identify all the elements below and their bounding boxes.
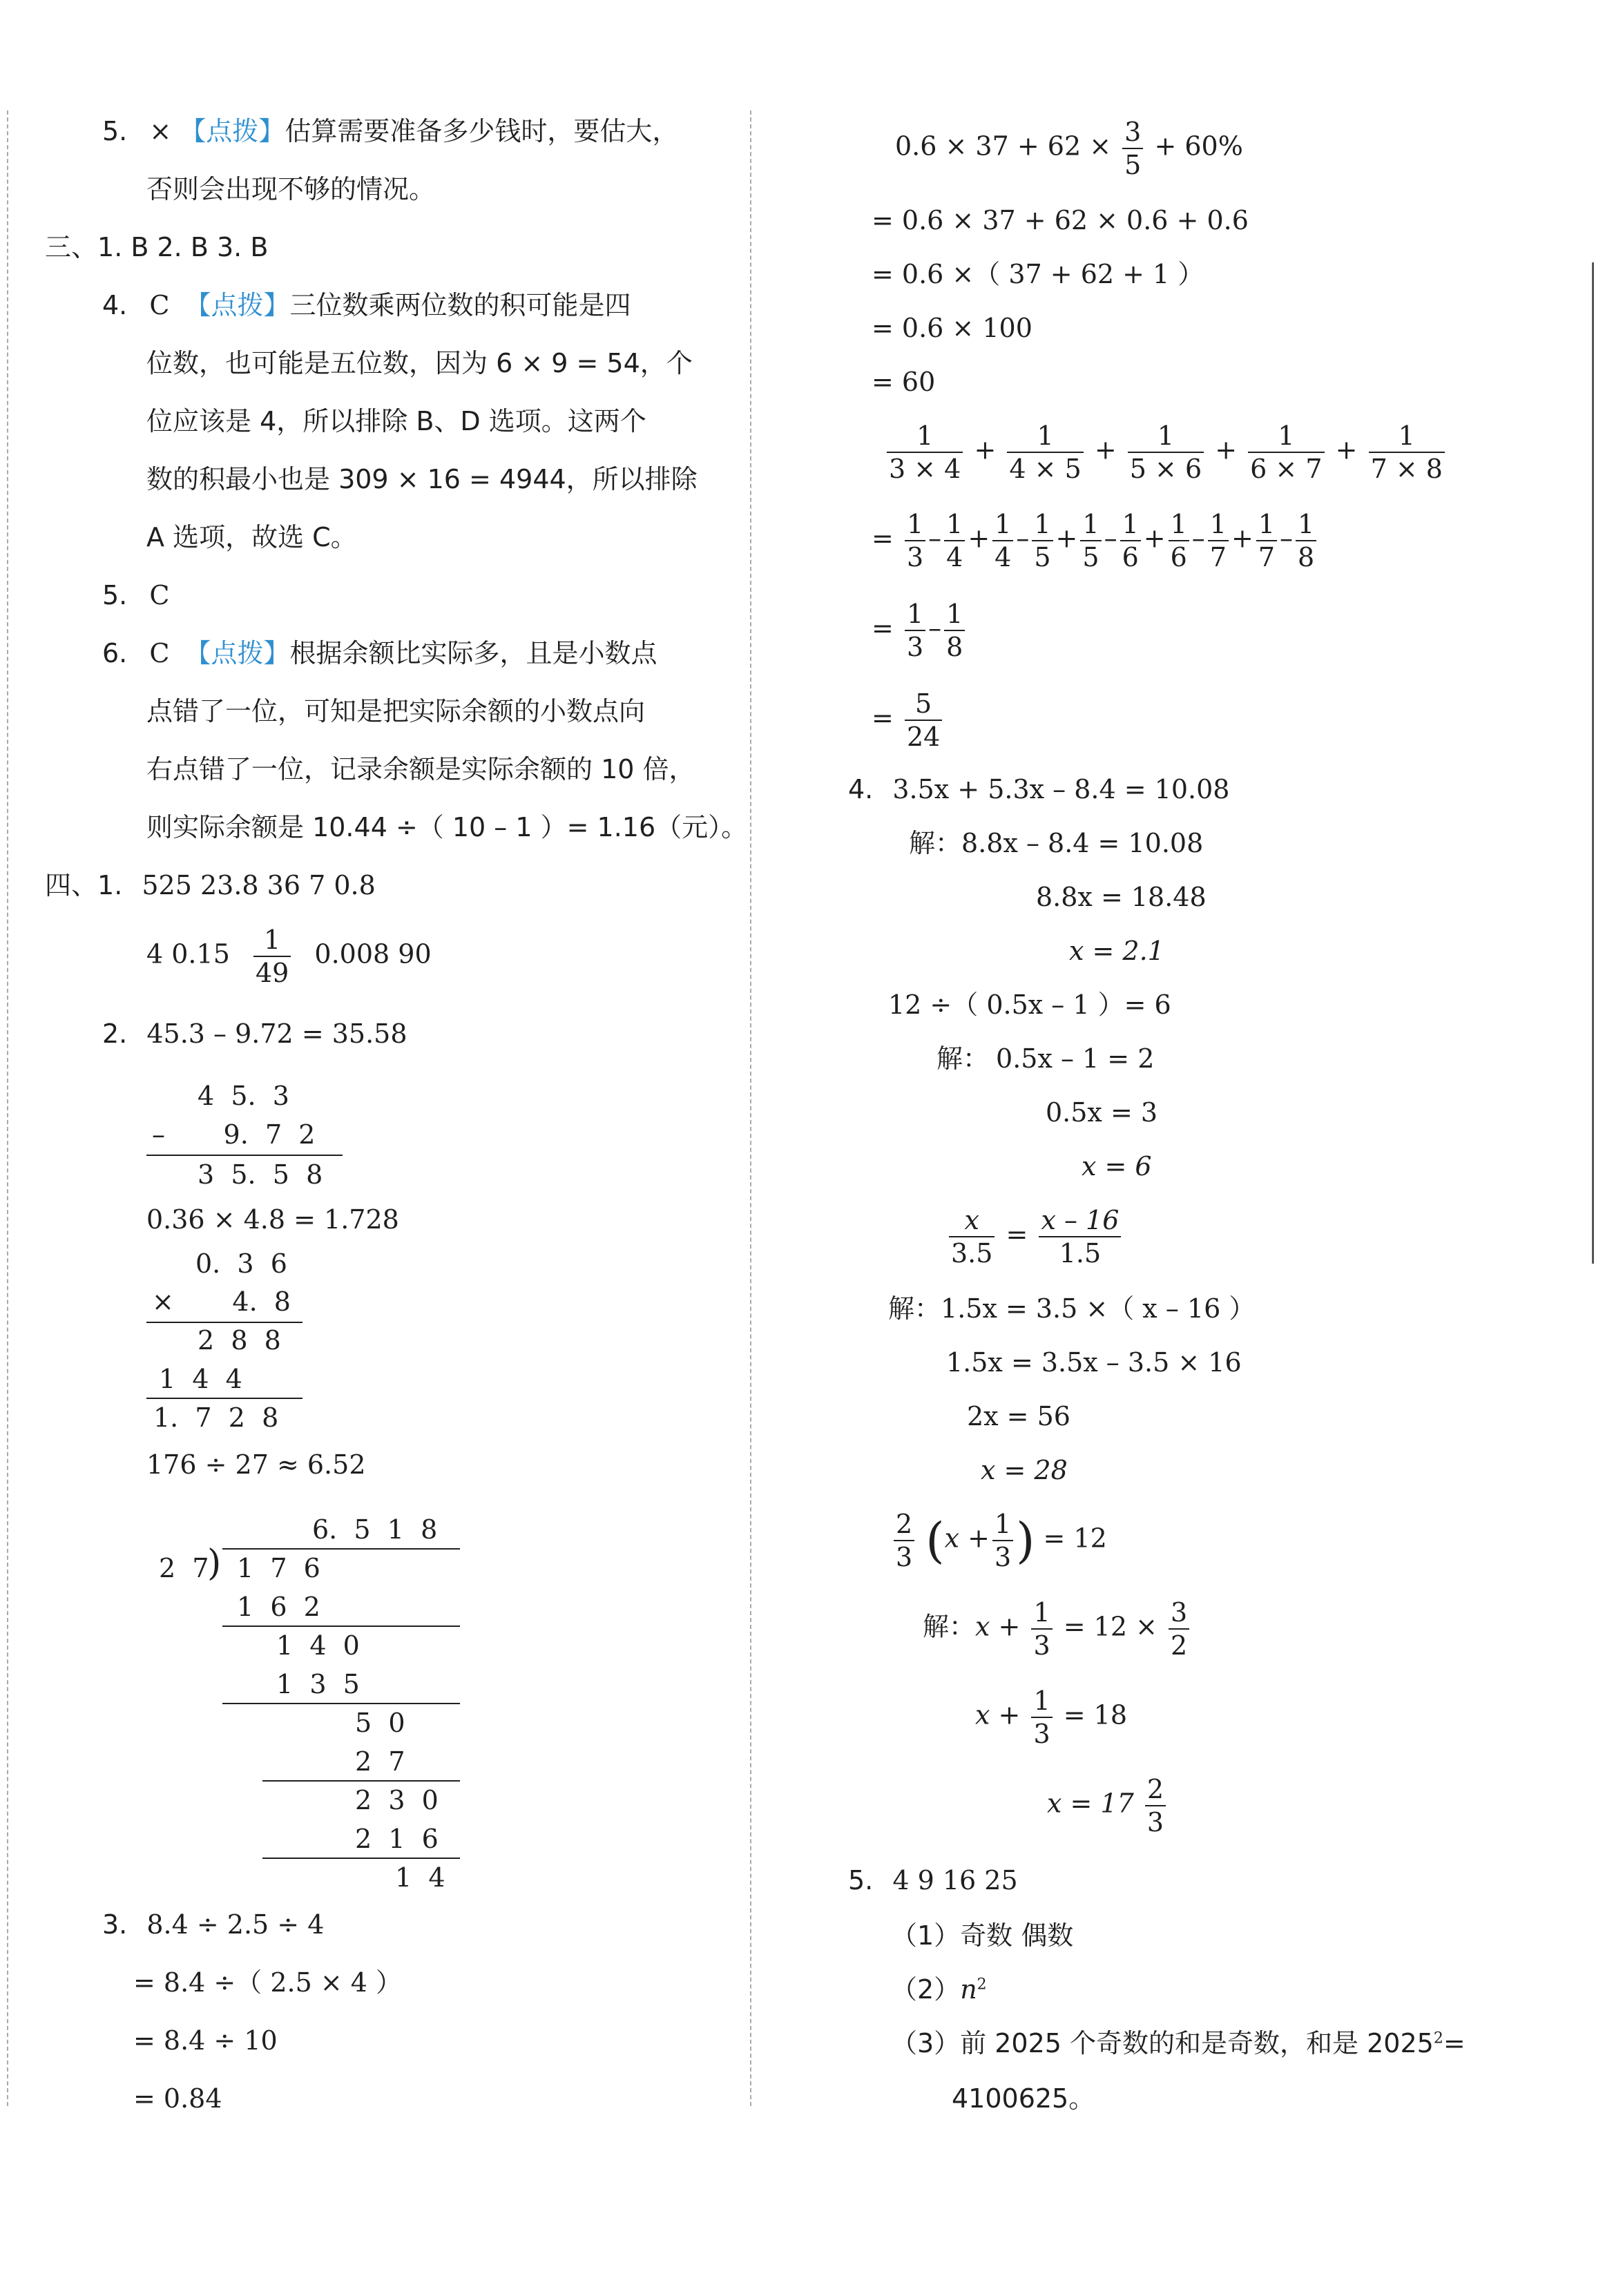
q4-e4s2 — [975, 1688, 1127, 1747]
calc1-frac — [1122, 119, 1143, 178]
frac-num: 1 — [905, 511, 925, 541]
q5c-ans: C — [149, 580, 170, 610]
calc2-t2 — [1128, 423, 1204, 482]
q3-line — [102, 1911, 324, 1938]
e6 — [1169, 511, 1189, 570]
q4c-tip: 【点拨】 — [184, 290, 290, 320]
frac-den: 4 — [995, 542, 1012, 572]
e9 — [1296, 511, 1316, 570]
mul-r5: 1. 7 2 8 — [153, 1402, 279, 1433]
mul-rule2 — [146, 1398, 302, 1399]
q5c-num: 5. — [102, 580, 128, 610]
q4-e4 — [891, 1511, 1107, 1570]
div-bracket: ) — [207, 1543, 222, 1584]
calc1-l4: = 0.6 × 100 — [872, 313, 1032, 343]
frac-num: 1 — [1369, 423, 1445, 453]
e3-right — [1039, 1207, 1121, 1266]
frac-den: 2 — [1171, 1630, 1188, 1661]
q5-p2b: n — [960, 1974, 977, 2005]
div-r4: 1 4 — [395, 1862, 445, 1893]
sec4-row2-fraction — [253, 927, 291, 986]
e0 — [905, 511, 925, 570]
q4-e1-text: 3.5x + 5.3x – 8.4 = 10.08 — [892, 774, 1230, 804]
frac-num: 1 — [887, 423, 963, 453]
calc1-l1 — [895, 119, 1243, 178]
e3 — [1032, 511, 1053, 570]
calc2-l1 — [884, 423, 1448, 482]
frac-num: x – 16 — [1039, 1207, 1121, 1237]
q6c — [102, 640, 657, 666]
div-s2: 1 3 5 — [276, 1669, 360, 1699]
sec3-line: 1. B 2. B 3. B — [97, 232, 269, 262]
plus: + — [1215, 434, 1238, 465]
div-r1: 1 4 0 — [276, 1630, 360, 1661]
sec3-label: 三、 — [45, 232, 98, 262]
plus: + — [974, 434, 997, 465]
div-r3: 2 3 0 — [355, 1785, 439, 1815]
frac-num: 1 — [944, 511, 965, 541]
left-margin-line — [7, 110, 8, 2106]
plus: + — [1055, 523, 1078, 554]
calc2-t4 — [1369, 423, 1445, 482]
frac-den: 1.5 — [1059, 1238, 1102, 1268]
q4c-l5: A 选项，故选 C。 — [146, 522, 357, 552]
e4-right: = 12 — [1043, 1523, 1107, 1554]
q4-e3 — [946, 1207, 1124, 1266]
e4s1-a: x + — [975, 1611, 1021, 1642]
frac-den: 4 — [946, 542, 963, 572]
e4s2-frac — [1031, 1688, 1052, 1747]
sec4-row1-values: 525 23.8 36 7 0.8 — [142, 870, 376, 900]
frac-den: 3 — [1033, 1719, 1050, 1749]
q5-line — [848, 1867, 1018, 1893]
q3-l2: = 8.4 ÷（ 2.5 × 4 ） — [133, 1967, 403, 1998]
frac-num: 1 — [1169, 511, 1189, 541]
q5-p4: 4100625。 — [952, 2083, 1095, 2114]
frac-num: 1 — [1007, 423, 1083, 453]
frac-den: 4 × 5 — [1009, 454, 1082, 484]
frac-den: 7 — [1209, 542, 1227, 572]
q5c — [102, 582, 169, 608]
e4-frac — [894, 1511, 914, 1570]
frac-den: 3 × 4 — [889, 454, 961, 484]
sub-r2: – 9. 7 2 — [152, 1119, 316, 1150]
q3-num: 3. — [102, 1909, 128, 1940]
right-edge-line — [1592, 262, 1594, 1264]
q4-e2: 12 ÷（ 0.5x – 1 ）= 6 — [888, 990, 1171, 1020]
q5-text2: 否则会出现不够的情况。 — [146, 174, 436, 204]
q5-tf — [102, 118, 678, 144]
mul-rule1 — [146, 1322, 302, 1323]
calc2-l4 — [872, 688, 945, 752]
frac-den: 7 × 8 — [1370, 454, 1443, 484]
q5-p3c: = — [1443, 2028, 1466, 2058]
frac-den: 6 — [1170, 542, 1187, 572]
eq: = — [872, 702, 894, 733]
plus: + — [1143, 523, 1166, 554]
q6c-num: 6. — [102, 638, 128, 668]
q5-p1: （1）奇数 偶数 — [891, 1920, 1074, 1951]
e4s2-a: x + — [975, 1699, 1021, 1730]
q5-p2a: （2） — [891, 1974, 961, 2005]
div-top-rule — [222, 1548, 460, 1550]
q5-p2 — [891, 1976, 987, 2003]
frac-den: 6 × 7 — [1250, 454, 1323, 484]
q4-e2s1-text: 0.5x – 1 = 2 — [996, 1043, 1155, 1074]
q4c-l3: 位应该是 4，所以排除 B、D 选项。这两个 — [146, 406, 646, 436]
calc1-l5: = 60 — [872, 367, 936, 397]
frac-den: 24 — [906, 722, 941, 752]
calc2-l3 — [872, 601, 968, 660]
frac-num: 5 — [905, 691, 942, 721]
q5-values: 4 9 16 25 — [892, 1865, 1018, 1895]
frac-den: 3 — [994, 1542, 1012, 1572]
frac-num: 2 — [1145, 1776, 1166, 1806]
paren-close: ) — [1016, 1512, 1035, 1569]
q3-l1: 8.4 ÷ 2.5 ÷ 4 — [146, 1909, 325, 1940]
q4-e2s1 — [936, 1045, 1154, 1072]
frac-num: 2 — [894, 1511, 914, 1541]
frac-num: 1 — [1031, 1688, 1052, 1718]
frac-den: 7 — [1258, 542, 1275, 572]
e4-inner-frac — [992, 1511, 1013, 1570]
minus: – — [1191, 523, 1205, 554]
frac-den: 49 — [255, 958, 289, 988]
frac-num: 3 — [1122, 119, 1143, 149]
q5-mark: × — [149, 116, 172, 146]
sub-rule — [146, 1155, 343, 1156]
q4c-l1: 三位数乘两位数的积可能是四 — [289, 290, 631, 320]
frac-num: 1 — [944, 601, 965, 631]
q4-e1s3: x = 2.1 — [1069, 936, 1164, 966]
jie: 解： — [936, 1043, 990, 1074]
calc1-b: + 60% — [1154, 131, 1243, 162]
q4-e1s1 — [909, 830, 1203, 856]
column-divider — [750, 110, 751, 2106]
frac-num: 1 — [1120, 511, 1141, 541]
div-divisor: 2 7 — [159, 1553, 209, 1583]
q2-num: 2. — [102, 1019, 128, 1049]
q6c-tip: 【点拨】 — [184, 638, 290, 668]
mul-r3: 2 8 8 — [198, 1325, 281, 1356]
e4s1-frac2 — [1169, 1599, 1189, 1659]
div-s4: 2 1 6 — [355, 1824, 439, 1854]
div-rule1 — [222, 1625, 460, 1627]
q5-text1: 估算需要准备多少钱时，要估大， — [285, 116, 679, 146]
s1 — [905, 601, 925, 660]
result — [905, 688, 942, 752]
frac-den: 3 — [906, 632, 924, 662]
frac-den: 3 — [906, 542, 924, 572]
q5-p2c: 2 — [977, 1976, 987, 1994]
q6c-l3: 右点错了一位，记录余额是实际余额的 10 倍， — [146, 754, 695, 784]
calc1-a: 0.6 × 37 + 62 × — [895, 131, 1112, 162]
calc2-t0 — [887, 423, 963, 482]
e4-inner: x + — [944, 1523, 990, 1554]
sec4-row2b: 0.008 90 — [314, 938, 432, 969]
q5-num: 5. — [102, 116, 128, 146]
frac-den: 3 — [1146, 1807, 1164, 1837]
frac-num: 1 — [992, 1511, 1013, 1541]
q4c — [102, 292, 631, 318]
frac-num: 1 — [1256, 511, 1277, 541]
frac-num: 1 — [992, 511, 1013, 541]
frac-den: 6 — [1122, 542, 1139, 572]
frac-den: 3 — [896, 1542, 913, 1572]
e2 — [992, 511, 1013, 570]
calc2-t3 — [1248, 423, 1324, 482]
frac-num: 1 — [253, 927, 291, 957]
sec4-q1-num: 1. — [97, 870, 123, 900]
q4-num: 4. — [848, 774, 874, 804]
e1 — [944, 511, 965, 570]
q5-p3b: 2 — [1433, 2029, 1443, 2047]
div-rule4 — [262, 1858, 460, 1859]
plus: + — [1231, 523, 1253, 554]
minus: – — [1016, 523, 1030, 554]
frac-num: 1 — [1208, 511, 1229, 541]
calc1-l3: = 0.6 ×（ 37 + 62 + 1 ） — [872, 259, 1204, 289]
sec4-label: 四、 — [45, 870, 98, 900]
q4-e1s1-text: 8.8x – 8.4 = 10.08 — [961, 828, 1204, 858]
q4c-ans: C — [149, 290, 170, 320]
e5 — [1120, 511, 1141, 570]
sub-r3: 3 5. 5 8 — [198, 1159, 323, 1190]
minus: – — [1104, 523, 1117, 554]
frac-den: 3.5 — [951, 1238, 993, 1268]
q4-e1 — [848, 776, 1229, 802]
plus: + — [1335, 434, 1358, 465]
q5-p3 — [891, 2030, 1466, 2056]
e4s1-b: = 12 × — [1063, 1611, 1157, 1642]
q6c-l4: 则实际余额是 10.44 ÷（ 10 – 1 ）= 1.16（元）。 — [146, 812, 748, 842]
e4 — [1080, 511, 1101, 570]
frac-den: 5 — [1082, 542, 1099, 572]
frac-num: x — [949, 1207, 995, 1237]
frac-num: 3 — [1169, 1599, 1189, 1630]
frac-num: 1 — [1128, 423, 1204, 453]
q2-eq1: 45.3 – 9.72 = 35.58 — [146, 1019, 407, 1049]
mul-r1: 0. 3 6 — [195, 1248, 287, 1279]
sub-r1: 4 5. 3 — [198, 1081, 289, 1111]
e7 — [1208, 511, 1229, 570]
q4-e3s2: 1.5x = 3.5x – 3.5 × 16 — [946, 1347, 1242, 1378]
q5-num: 5. — [848, 1865, 874, 1895]
q2-eq3: 176 ÷ 27 ≈ 6.52 — [146, 1449, 366, 1480]
frac-den: 3 — [1033, 1630, 1050, 1661]
s2 — [944, 601, 965, 660]
e4s3-a: x = 17 — [1047, 1788, 1134, 1819]
sec4-row2 — [146, 927, 432, 986]
div-dividend: 1 7 6 — [237, 1553, 320, 1583]
frac-den: 5 — [1034, 542, 1051, 572]
q4-e3s4: x = 28 — [981, 1455, 1068, 1485]
div-r2: 5 0 — [355, 1708, 405, 1738]
eq: = — [872, 523, 894, 554]
sec4-row2a: 4 0.15 — [146, 938, 230, 969]
frac-num: 1 — [905, 601, 925, 631]
calc2-l2 — [872, 511, 1319, 570]
q4-e3s3: 2x = 56 — [967, 1401, 1070, 1431]
frac-den: 5 × 6 — [1129, 454, 1202, 484]
e4s1-frac — [1031, 1599, 1052, 1659]
frac-num: 1 — [1032, 511, 1053, 541]
frac-num: 1 — [1248, 423, 1324, 453]
mul-r4: 1 4 4 — [159, 1364, 242, 1394]
minus: – — [928, 612, 942, 644]
div-rule3 — [262, 1780, 460, 1782]
minus: – — [928, 523, 942, 554]
mul-r2: × 4. 8 — [152, 1286, 291, 1317]
div-quot: 6. 5 1 8 — [312, 1514, 438, 1545]
frac-num: 1 — [1031, 1599, 1052, 1630]
q4-e1s2: 8.8x = 18.48 — [1036, 882, 1207, 912]
q4-e4s3 — [1047, 1776, 1169, 1835]
div-s1: 1 6 2 — [237, 1592, 320, 1622]
sec3 — [45, 234, 268, 260]
div-rule2 — [222, 1703, 460, 1704]
q5-tip: 【点拨】 — [180, 116, 285, 146]
q2-line — [102, 1021, 407, 1047]
frac-den: 5 — [1124, 150, 1142, 180]
q4-e2s3: x = 6 — [1082, 1151, 1152, 1181]
minus: – — [1280, 523, 1293, 554]
q6c-ans: C — [149, 638, 170, 668]
q4c-l2: 位数，也可能是五位数，因为 6 × 9 = 54，个 — [146, 348, 693, 378]
frac-num: 1 — [1080, 511, 1101, 541]
q6c-l2: 点错了一位，可知是把实际余额的小数点向 — [146, 696, 646, 726]
q4-e4s1 — [923, 1599, 1192, 1659]
div-s3: 2 7 — [355, 1746, 405, 1777]
q2-eq2: 0.36 × 4.8 = 1.728 — [146, 1204, 399, 1235]
sec4-row1 — [45, 872, 376, 898]
jie: 解： — [923, 1611, 976, 1642]
plus: + — [1094, 434, 1117, 465]
q3-l3: = 8.4 ÷ 10 — [133, 2025, 278, 2056]
paren-open: ( — [925, 1512, 945, 1569]
q4-e3s1 — [888, 1295, 1255, 1322]
e3-left — [949, 1207, 995, 1266]
q4c-num: 4. — [102, 290, 128, 320]
q5-p3a: （3）前 2025 个奇数的和是奇数，和是 2025 — [891, 2028, 1434, 2058]
calc2-t1 — [1007, 423, 1083, 482]
frac-num: 1 — [1296, 511, 1316, 541]
jie: 解： — [888, 1293, 941, 1324]
e4s2-b: = 18 — [1063, 1699, 1128, 1730]
e8 — [1256, 511, 1277, 570]
q4-e2s2: 0.5x = 3 — [1046, 1097, 1158, 1128]
eq: = — [1006, 1219, 1028, 1250]
q4c-l4: 数的积最小也是 309 × 16 = 4944，所以排除 — [146, 464, 698, 494]
eq: = — [872, 612, 894, 644]
frac-den: 8 — [946, 632, 963, 662]
frac-den: 8 — [1298, 542, 1315, 572]
q4-e3s1-text: 1.5x = 3.5 ×（ x – 16 ） — [941, 1293, 1256, 1324]
e4s3-frac — [1145, 1776, 1166, 1835]
calc1-l2: = 0.6 × 37 + 62 × 0.6 + 0.6 — [872, 205, 1249, 235]
plus: + — [968, 523, 990, 554]
q6c-l1: 根据余额比实际多，且是小数点 — [289, 638, 657, 668]
q3-l4: = 0.84 — [133, 2083, 222, 2114]
jie: 解： — [909, 828, 962, 858]
